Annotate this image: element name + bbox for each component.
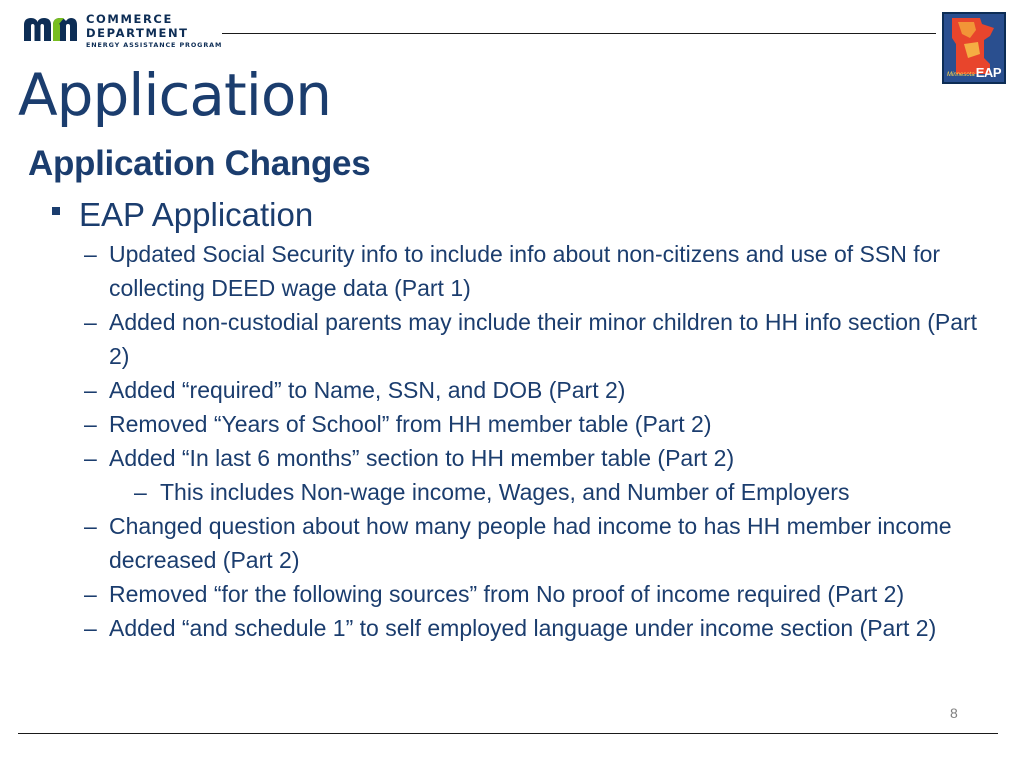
dash-bullet: – bbox=[84, 513, 97, 539]
minnesota-eap-badge bbox=[942, 12, 1006, 84]
list-item-text: Changed question about how many people had income to has HH member income decreased (Part 2) bbox=[109, 513, 952, 573]
change-list bbox=[84, 237, 994, 645]
top-divider bbox=[222, 33, 936, 34]
list-item bbox=[84, 237, 994, 305]
dash-bullet: – bbox=[84, 581, 97, 607]
page-number: 8 bbox=[950, 705, 958, 721]
list-item-text: Removed “Years of School” from HH member table (Part 2) bbox=[109, 411, 712, 437]
dash-bullet: – bbox=[84, 445, 97, 471]
badge-small-text: Minnesota bbox=[947, 72, 975, 78]
list-item bbox=[84, 577, 994, 611]
logo-line-department: DEPARTMENT bbox=[86, 26, 189, 40]
logo-line-program: ENERGY ASSISTANCE PROGRAM bbox=[86, 41, 223, 49]
list-item bbox=[84, 509, 994, 577]
list-item bbox=[84, 373, 994, 407]
mn-logo-icon bbox=[22, 16, 78, 42]
badge-eap-text: EAP bbox=[975, 65, 1001, 80]
square-bullet-icon bbox=[52, 207, 60, 215]
dash-bullet: – bbox=[84, 615, 97, 641]
dash-bullet: – bbox=[84, 309, 97, 335]
list-item-text: Added “In last 6 months” section to HH member table (Part 2) bbox=[109, 445, 735, 471]
list-item bbox=[84, 407, 994, 441]
list-item bbox=[84, 305, 994, 373]
dash-bullet: – bbox=[134, 479, 147, 505]
commerce-department-logo bbox=[22, 12, 222, 56]
list-item-text: Added non-custodial parents may include their minor children to HH info section (Part 2) bbox=[109, 309, 978, 369]
bottom-divider bbox=[18, 733, 998, 734]
list-item-text: Updated Social Security info to include info about non-citizens and use of SSN for collecting DEED wage data (Part 1) bbox=[109, 241, 941, 301]
dash-bullet: – bbox=[84, 411, 97, 437]
list-item-text: Added “and schedule 1” to self employed language under income section (Part 2) bbox=[109, 615, 937, 641]
bullet-eap-application bbox=[52, 194, 313, 236]
page-title: Application bbox=[18, 61, 332, 129]
list-item bbox=[84, 611, 994, 645]
list-item-text: This includes Non-wage income, Wages, and Number of Employers bbox=[160, 479, 850, 505]
list-item bbox=[84, 441, 994, 475]
list-item-text: Removed “for the following sources” from No proof of income required (Part 2) bbox=[109, 581, 905, 607]
list-item-text: Added “required” to Name, SSN, and DOB (Part 2) bbox=[109, 377, 626, 403]
dash-bullet: – bbox=[84, 241, 97, 267]
dash-bullet: – bbox=[84, 377, 97, 403]
bullet-l1-text: EAP Application bbox=[79, 196, 314, 233]
logo-line-commerce: COMMERCE bbox=[86, 12, 173, 26]
list-sub-item bbox=[84, 475, 994, 509]
section-heading: Application Changes bbox=[28, 144, 371, 183]
